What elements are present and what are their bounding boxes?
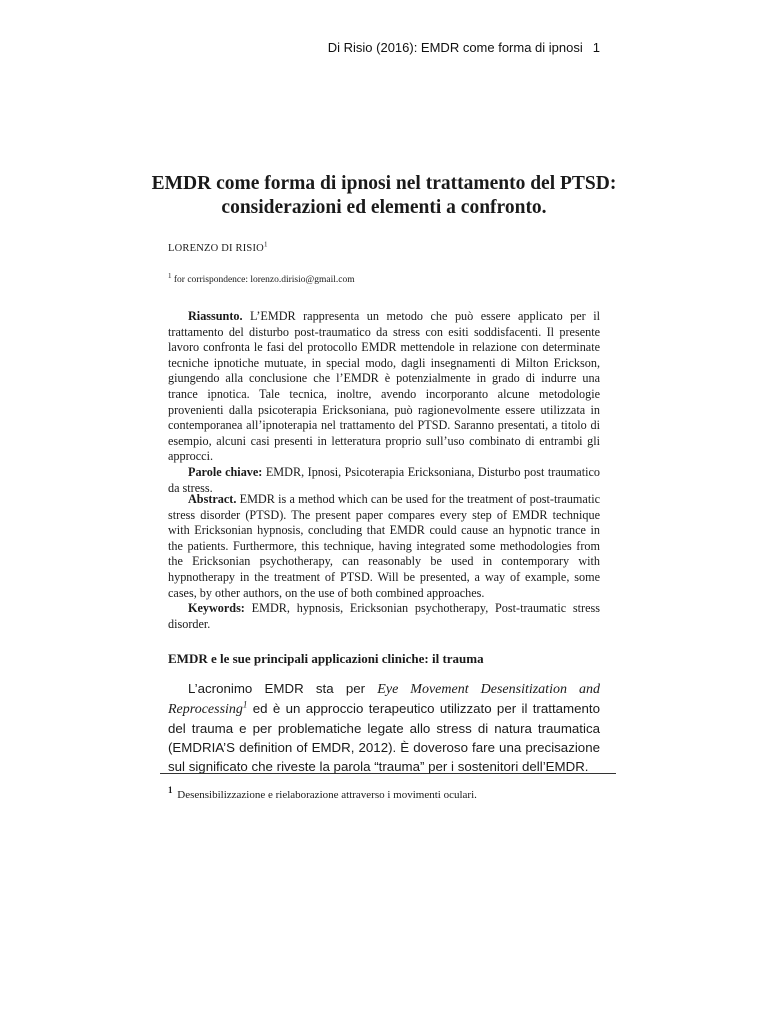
section-heading: EMDR e le sue principali applicazioni cliniche: il trauma	[168, 651, 484, 666]
author-name: LORENZO DI RISIO	[168, 243, 264, 254]
running-head-text: Di Risio (2016): EMDR come forma di ipnosi	[327, 40, 583, 55]
parole-chiave-text: EMDR, Ipnosi, Psicoterapia Ericksoniana, Disturbo post traumatico da stress.	[168, 464, 600, 495]
riassunto-paragraph	[168, 309, 600, 465]
paragraph-start: L’acronimo EMDR sta per	[188, 681, 378, 696]
footnote-text: Desensibilizzazione e rielaborazione attraverso i movimenti oculari.	[174, 789, 477, 801]
abstract-block	[168, 492, 600, 632]
footnote-mark: 1	[168, 785, 173, 796]
footnote-divider	[160, 773, 616, 774]
riassunto-block	[168, 309, 600, 496]
riassunto-text: L’EMDR rappresenta un metodo che può essere applicato per il trattamento del disturbo post-traumatico da stress con esiti soddisfacenti. Il presente lavoro confronta le fasi del protocollo EMDR mettendole in relazione con determinate tecniche ipnotiche mutuate, in special modo, dagli insegnamenti di Milton Erickson, giungendo alla conclusione che l’EMDR è potenzialmente in grado di indurre una trance ipnotica. Tale tecnica, inoltre, avendo incorporanto alcune metodologie provenienti dalla psicoterapia Ericksoniana, può ragionevolmente essere utilizzata in contemporanea all’ipnoterapia nel trattamento del PTSD. Saranno presentati, a titolo di esempio, alcuni casi presenti in letteratura proprio sull’uso combinato di entrambi gli approcci.	[168, 309, 600, 464]
abstract-label: Abstract.	[188, 492, 237, 506]
paper-title: EMDR come forma di ipnosi nel trattamento del PTSD: considerazioni ed elementi a confronto.	[151, 173, 617, 218]
author-line	[168, 240, 268, 254]
footnote-ref-mark: 1	[242, 699, 248, 710]
abstract-text: EMDR is a method which can be used for the treatment of post-traumatic stress disorder (PTSD). The present paper compares every step of EMDR technique with Ericksonian hypnosis, concluding that EMDR could cause an hypnotic trance in the patients. Furthermore, this technique, having integrated some methodologies from the Ericksonian psychotherapy, can reasonably be used in contemporary with hypnotherapy in the treatment of PTSD. Will be presented, a way of example, some cases, by other authors, on the use of both combined approaches.	[168, 492, 600, 600]
page-number: 1	[592, 40, 600, 55]
correspondence-text: for corrispondence: lorenzo.dirisio@gmail.com	[171, 275, 355, 285]
keywords-label: Keywords:	[188, 601, 245, 616]
parole-chiave-label: Parole chiave:	[188, 464, 263, 479]
correspondence-note	[168, 271, 355, 285]
footnote	[168, 785, 477, 801]
keywords-text: EMDR, hypnosis, Ericksonian psychotherapy, Post-traumatic stress disorder.	[168, 601, 600, 631]
section-paragraph	[168, 679, 600, 776]
author-affiliation-mark: 1	[263, 240, 268, 249]
abstract-paragraph	[168, 492, 600, 601]
keywords-paragraph	[168, 601, 600, 632]
correspondence-mark: 1	[168, 271, 172, 280]
paragraph-italic-term: Eye Movement Desensitization and Reprocessing	[168, 682, 600, 717]
running-head	[328, 40, 600, 55]
riassunto-label: Riassunto.	[188, 309, 243, 323]
paragraph-end: ed è un approccio terapeutico utilizzato per il trattamento del trauma e per problematiche legate allo stress di natura traumatica (EMDRIA’S definition of EMDR, 2012). È doveroso fare una precisazione sul significato che riveste la parola “trauma” per i sostenitori dell’EMDR.	[168, 701, 600, 774]
